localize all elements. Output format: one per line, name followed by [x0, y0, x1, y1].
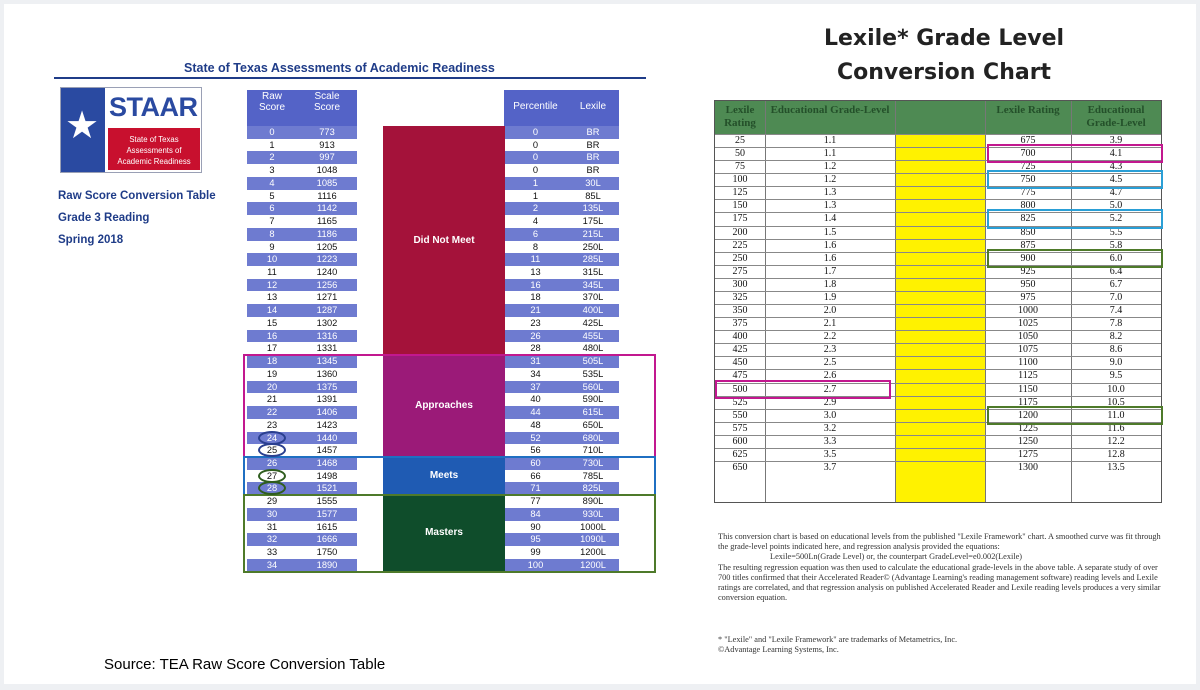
scale-score-cell: 1750	[297, 546, 357, 559]
lexile-rating-cell: 275	[732, 265, 748, 277]
col-header-raw: Raw Score	[258, 91, 286, 113]
grade-level-cell: 3.5	[823, 448, 837, 460]
table-row	[715, 435, 1161, 447]
logo-wordmark: STAAR	[109, 92, 198, 122]
scale-score-cell: 1375	[297, 381, 357, 394]
lexile-cell: 315L	[567, 266, 619, 279]
percentile-cell: 21	[504, 304, 567, 317]
slide	[4, 4, 1196, 684]
lexile-rating-cell: 825	[1020, 213, 1036, 225]
lexile-rating-cell: 625	[732, 448, 748, 460]
lexile-cell: 615L	[567, 406, 619, 419]
col-header-scale: Scale Score	[313, 91, 341, 113]
lexile-cell: 250L	[567, 241, 619, 254]
approaches-outline	[243, 354, 656, 458]
percentile-cell: 18	[504, 291, 567, 304]
scale-score-cell: 1302	[297, 317, 357, 330]
lexile-rating-cell: 1025	[1018, 318, 1038, 330]
percentile-cell: 1	[504, 177, 567, 190]
raw-score-cell: 1	[247, 139, 297, 152]
lexile-rating-cell: 50	[735, 148, 745, 160]
percentile-cell: 60	[504, 457, 567, 470]
grade-level-cell: 1.1	[823, 148, 837, 160]
lexile-rating-cell: 500	[732, 383, 748, 395]
percentile-cell: 0	[504, 126, 567, 139]
scale-score-cell: 1498	[297, 470, 357, 483]
grade-level-cell: 1.6	[823, 252, 837, 264]
grade-level-cell: 8.2	[1109, 331, 1123, 343]
grade-level-cell: 4.5	[1109, 174, 1123, 186]
lexile-cell: 400L	[567, 304, 619, 317]
raw-score-cell: 28	[247, 482, 297, 495]
percentile-cell: 8	[504, 241, 567, 254]
grade-level-cell: 1.3	[823, 200, 837, 212]
percentile-cell: 26	[504, 330, 567, 343]
lexile-cell: 535L	[567, 368, 619, 381]
percentile-cell: 0	[504, 139, 567, 152]
raw-score-cell: 15	[247, 317, 297, 330]
grade-level-cell: 4.7	[1109, 187, 1123, 199]
lexile-cell: 30L	[567, 177, 619, 190]
percentile-cell: 44	[504, 406, 567, 419]
scale-score-cell: 1360	[297, 368, 357, 381]
grade-level-cell: 3.0	[823, 409, 837, 421]
grade-level-cell: 3.2	[823, 422, 837, 434]
scale-score-cell: 1666	[297, 533, 357, 546]
percentile-cell: 40	[504, 393, 567, 406]
lexile-rating-cell: 700	[1020, 148, 1036, 160]
raw-score-cell: 3	[247, 164, 297, 177]
grade-level-cell: 1.6	[823, 239, 837, 251]
grade-level-cell: 6.0	[1109, 252, 1123, 264]
lexile-cell: 930L	[567, 508, 619, 521]
grade-level-cell: 2.9	[823, 396, 837, 408]
raw-score-cell: 23	[247, 419, 297, 432]
grade-level-cell: 1.2	[823, 174, 837, 186]
grade-level-cell: 1.7	[823, 265, 837, 277]
lexile-cell: 215L	[567, 228, 619, 241]
grade-level-cell: 10.0	[1107, 383, 1125, 395]
lexile-rating-cell: 900	[1020, 252, 1036, 264]
scale-score-cell: 1240	[297, 266, 357, 279]
raw-score-cell: 13	[247, 291, 297, 304]
raw-score-cell: 34	[247, 559, 297, 572]
raw-score-cell: 14	[247, 304, 297, 317]
raw-score-cell: 5	[247, 190, 297, 203]
grade-level-cell: 12.8	[1107, 448, 1125, 460]
lexile-700-outline	[987, 144, 1163, 163]
scale-score-cell: 1186	[297, 228, 357, 241]
lexile-rating-cell: 200	[732, 226, 748, 238]
term-label: Spring 2018	[58, 234, 124, 246]
percentile-cell: 0	[504, 151, 567, 164]
raw-score-cell: 12	[247, 279, 297, 292]
grade-level-cell: 2.6	[823, 370, 837, 382]
lexile-cell: 345L	[567, 279, 619, 292]
table-row	[715, 278, 1161, 290]
staar-conversion-document	[54, 54, 659, 646]
lexile-rating-cell: 675	[1020, 135, 1036, 146]
lexile-rating-cell: 725	[1020, 161, 1036, 173]
scale-score-cell: 1423	[297, 419, 357, 432]
percentile-cell: 52	[504, 432, 567, 445]
lexile-rating-cell: 750	[1020, 174, 1036, 186]
percentile-cell: 23	[504, 317, 567, 330]
raw-score-cell: 33	[247, 546, 297, 559]
lexile-rating-cell: 525	[732, 396, 748, 408]
percentile-cell: 95	[504, 533, 567, 546]
scale-score-cell: 1331	[297, 342, 357, 355]
raw-score-cell: 30	[247, 508, 297, 521]
grade-level-cell: 6.7	[1109, 278, 1123, 290]
lexile-cell: 680L	[567, 432, 619, 445]
scale-score-cell: 1391	[297, 393, 357, 406]
grade-level-cell: 12.2	[1107, 435, 1125, 447]
col-header-lexile: Lexile	[579, 101, 607, 112]
scale-score-cell: 1316	[297, 330, 357, 343]
scale-score-cell: 1577	[297, 508, 357, 521]
lexile-cell: 505L	[567, 355, 619, 368]
scale-score-cell: 1555	[297, 495, 357, 508]
lexile-cell: 785L	[567, 470, 619, 483]
raw-score-cell: 6	[247, 202, 297, 215]
grade-level-cell: 6.4	[1109, 265, 1123, 277]
grade-level-cell: 2.5	[823, 357, 837, 369]
lexile-rating-cell: 25	[735, 135, 745, 146]
scale-score-cell: 1890	[297, 559, 357, 572]
scale-score-cell: 1142	[297, 202, 357, 215]
raw-score-cell: 2	[247, 151, 297, 164]
lexile-rating-cell: 1150	[1018, 383, 1038, 395]
raw-score-cell: 18	[247, 355, 297, 368]
lexile-rating-cell: 1075	[1018, 344, 1038, 356]
grade-level-cell: 1.3	[823, 187, 837, 199]
percentile-cell: 99	[504, 546, 567, 559]
staar-logo	[60, 87, 202, 173]
lexile-cell: 730L	[567, 457, 619, 470]
lexile-rating-cell: 850	[1020, 226, 1036, 238]
grade-level-cell: 2.2	[823, 331, 837, 343]
grade-level-cell: 4.1	[1109, 148, 1123, 160]
raw-score-cell: 21	[247, 393, 297, 406]
lexile-rating-cell: 1200	[1018, 409, 1038, 421]
lexile-cell: 425L	[567, 317, 619, 330]
lexile-cell: 480L	[567, 342, 619, 355]
scale-score-cell: 773	[297, 126, 357, 139]
raw-score-cell: 16	[247, 330, 297, 343]
lexile-rating-cell: 925	[1020, 265, 1036, 277]
lexile-rating-cell: 550	[732, 409, 748, 421]
lexile-rating-cell: 1050	[1018, 331, 1038, 343]
grade-level-cell: 9.5	[1109, 370, 1123, 382]
scale-score-cell: 1271	[297, 291, 357, 304]
lexile-cell: 285L	[567, 253, 619, 266]
lexile-cell: BR	[567, 139, 619, 152]
lexile-rating-cell: 800	[1020, 200, 1036, 212]
lexile-rating-cell: 350	[732, 305, 748, 317]
percentile-cell: 84	[504, 508, 567, 521]
grade-label: Grade 3 Reading	[58, 212, 150, 224]
table-row	[715, 317, 1161, 329]
raw-score-cell: 19	[247, 368, 297, 381]
lexile-cell: 560L	[567, 381, 619, 394]
lexile-rating-cell: 325	[732, 291, 748, 303]
masters-outline	[243, 494, 656, 572]
grade-level-cell: 4.3	[1109, 161, 1123, 173]
grade-level-cell: 8.6	[1109, 344, 1123, 356]
raw-score-cell: 7	[247, 215, 297, 228]
grade-level-cell: 11.6	[1107, 422, 1125, 434]
percentile-cell: 4	[504, 215, 567, 228]
lexile-title: Lexile* Grade Level	[823, 26, 1065, 51]
lexile-900-outline	[987, 249, 1163, 268]
grade-level-cell: 1.8	[823, 278, 837, 290]
raw-score-cell: 20	[247, 381, 297, 394]
lexile-cell: 825L	[567, 482, 619, 495]
lexile-cell: 455L	[567, 330, 619, 343]
lexile-cell: 1090L	[567, 533, 619, 546]
lexile-rating-cell: 375	[732, 318, 748, 330]
grade-level-cell: 3.7	[823, 462, 837, 473]
lexile-cell: 1200L	[567, 559, 619, 572]
grade-level-cell: 1.2	[823, 161, 837, 173]
raw-score-cell: 9	[247, 241, 297, 254]
trademark-notes: * "Lexile" and "Lexile Framework" are trademarks of Metametrics, Inc. ©Advantage Learning Systems, Inc.	[718, 635, 958, 655]
star-icon: ★	[65, 103, 100, 147]
grade-level-cell: 3.9	[1109, 135, 1123, 146]
lexile-cell: 650L	[567, 419, 619, 432]
lexile-subtitle: Conversion Chart	[836, 60, 1052, 85]
raw-score-cell: 10	[247, 253, 297, 266]
col-header-rating-right: Lexile Rating	[985, 101, 1071, 134]
raw-score-cell: 27	[247, 470, 297, 483]
lexile-cell: 175L	[567, 215, 619, 228]
scale-score-cell: 1223	[297, 253, 357, 266]
scale-score-cell: 1116	[297, 190, 357, 203]
lexile-rating-cell: 125	[732, 187, 748, 199]
band-approaches: Approaches	[383, 355, 505, 457]
percentile-cell: 48	[504, 419, 567, 432]
lexile-cell: 1000L	[567, 521, 619, 534]
grade-level-cell: 7.8	[1109, 318, 1123, 330]
raw-score-cell: 29	[247, 495, 297, 508]
percentile-cell: 6	[504, 228, 567, 241]
lexile-cell: BR	[567, 164, 619, 177]
table-row	[715, 330, 1161, 342]
scale-score-cell: 1615	[297, 521, 357, 534]
table-row	[715, 304, 1161, 316]
percentile-cell: 71	[504, 482, 567, 495]
scale-score-cell: 1440	[297, 432, 357, 445]
scale-score-cell: 1165	[297, 215, 357, 228]
percentile-cell: 56	[504, 444, 567, 457]
scale-score-cell: 1521	[297, 482, 357, 495]
raw-score-cell: 4	[247, 177, 297, 190]
lexile-rating-cell: 1000	[1018, 305, 1038, 317]
percentile-cell: 37	[504, 381, 567, 394]
raw-score-cell: 0	[247, 126, 297, 139]
lexile-cell: 85L	[567, 190, 619, 203]
raw-score-cell: 24	[247, 432, 297, 445]
grade-level-cell: 7.4	[1109, 305, 1123, 317]
grade-level-cell: 2.3	[823, 344, 837, 356]
lexile-rating-cell: 600	[732, 435, 748, 447]
scale-score-cell: 1085	[297, 177, 357, 190]
band-meets: Meets	[383, 457, 505, 495]
lexile-rating-cell: 400	[732, 331, 748, 343]
lexile-rating-cell: 1275	[1018, 448, 1038, 460]
grade-level-cell: 1.5	[823, 226, 837, 238]
scale-score-cell: 1345	[297, 355, 357, 368]
lexile-cell: 370L	[567, 291, 619, 304]
lexile-rating-cell: 250	[732, 252, 748, 264]
scale-score-cell: 913	[297, 139, 357, 152]
raw-score-cell: 22	[247, 406, 297, 419]
grade-level-cell: 2.1	[823, 318, 837, 330]
lexile-825-outline	[987, 209, 1163, 228]
percentile-cell: 2	[504, 202, 567, 215]
col-header-grade-right: Educational Grade-Level	[1071, 101, 1161, 134]
percentile-cell: 66	[504, 470, 567, 483]
scale-score-cell: 1468	[297, 457, 357, 470]
raw-score-cell: 8	[247, 228, 297, 241]
grade-level-cell: 2.7	[823, 383, 837, 395]
raw-score-cell: 17	[247, 342, 297, 355]
percentile-cell: 1	[504, 190, 567, 203]
lexile-cell: 1200L	[567, 546, 619, 559]
col-header-percentile: Percentile	[513, 101, 558, 112]
title-rule	[54, 77, 646, 79]
col-header-grade-left: Educational Grade-Level	[765, 101, 895, 134]
percentile-cell: 100	[504, 559, 567, 572]
lexile-rating-cell: 175	[732, 213, 748, 225]
lexile-rating-cell: 950	[1020, 278, 1036, 290]
lexile-rating-cell: 650	[732, 462, 748, 473]
grade-level-cell: 3.3	[823, 435, 837, 447]
raw-score-cell: 32	[247, 533, 297, 546]
table-name: Raw Score Conversion Table	[58, 190, 216, 202]
grade-level-cell: 7.0	[1109, 291, 1123, 303]
percentile-cell: 13	[504, 266, 567, 279]
scale-score-cell: 1256	[297, 279, 357, 292]
grade-level-cell: 2.0	[823, 305, 837, 317]
grade-level-cell: 1.1	[823, 135, 837, 146]
percentile-cell: 31	[504, 355, 567, 368]
percentile-cell: 28	[504, 342, 567, 355]
lexile-rating-cell: 425	[732, 344, 748, 356]
lexile-rating-cell: 1225	[1018, 422, 1038, 434]
staar-title: State of Texas Assessments of Academic Readiness	[184, 61, 495, 75]
lexile-rating-cell: 75	[735, 161, 745, 173]
scale-score-cell: 1205	[297, 241, 357, 254]
lexile-rating-cell: 575	[732, 422, 748, 434]
band-masters: Masters	[383, 495, 505, 571]
raw-score-cell: 11	[247, 266, 297, 279]
lexile-rating-cell: 475	[732, 370, 748, 382]
grade-level-cell: 5.0	[1109, 200, 1123, 212]
lexile-rating-cell: 1125	[1018, 370, 1038, 382]
grade-level-cell: 10.5	[1107, 396, 1125, 408]
lexile-rating-cell: 1175	[1018, 396, 1038, 408]
lexile-rating-cell: 975	[1020, 291, 1036, 303]
grade-level-cell: 5.5	[1109, 226, 1123, 238]
meets-outline	[243, 456, 656, 496]
percentile-cell: 16	[504, 279, 567, 292]
col-header-rating-left: Lexile Rating	[715, 101, 765, 134]
lexile-rating-cell: 150	[732, 200, 748, 212]
lexile-500-outline	[715, 380, 891, 399]
lexile-table	[714, 100, 1162, 503]
logo-subtitle: State of Texas Assessments of Academic Readiness	[108, 128, 200, 170]
table-row	[715, 356, 1161, 368]
lexile-cell: 890L	[567, 495, 619, 508]
table-row	[715, 291, 1161, 303]
table-row	[715, 343, 1161, 355]
lexile-rating-cell: 450	[732, 357, 748, 369]
source-caption: Source: TEA Raw Score Conversion Table	[104, 656, 386, 673]
percentile-cell: 34	[504, 368, 567, 381]
percentile-cell: 90	[504, 521, 567, 534]
raw-score-cell: 26	[247, 457, 297, 470]
lexile-cell: 710L	[567, 444, 619, 457]
lexile-rating-cell: 875	[1020, 239, 1036, 251]
lexile-1200-outline	[987, 406, 1163, 425]
lexile-conversion-chart	[704, 14, 1184, 664]
scale-score-cell: 1457	[297, 444, 357, 457]
lexile-rating-cell: 775	[1020, 187, 1036, 199]
grade-level-cell: 9.0	[1109, 357, 1123, 369]
percentile-cell: 0	[504, 164, 567, 177]
grade-level-cell: 1.4	[823, 213, 837, 225]
scale-score-cell: 1048	[297, 164, 357, 177]
lexile-rating-cell: 225	[732, 239, 748, 251]
table-row	[715, 461, 1161, 473]
raw-score-cell: 25	[247, 444, 297, 457]
scale-score-cell: 1406	[297, 406, 357, 419]
table-row	[715, 448, 1161, 460]
lexile-cell: 590L	[567, 393, 619, 406]
lexile-cell: 135L	[567, 202, 619, 215]
scale-score-cell: 997	[297, 151, 357, 164]
lexile-750-outline	[987, 170, 1163, 189]
grade-level-cell: 1.9	[823, 291, 837, 303]
grade-level-cell: 11.0	[1107, 409, 1125, 421]
lexile-rating-cell: 100	[732, 174, 748, 186]
percentile-cell: 11	[504, 253, 567, 266]
lexile-rating-cell: 1100	[1018, 357, 1038, 369]
raw-score-cell: 31	[247, 521, 297, 534]
lexile-notes: This conversion chart is based on educational levels from the published "Lexile Framework" chart. A smoothed curve was fit through the grade-level points indicated here, and regression analysis provided the equations: Lexile=500Ln(Grade Level) or, the counterpart GradeLevel=e0.002(Lexile) The resulting regression equation was then used to calculate the educational grade-levels in the above table. A separate study of over 700 titles confirmed that their Accelerated Reader© (Advantage Learning's reading management software) reading levels and Lexile ratings are correlated, and that regression analysis on published Accelerated Reader and Lexile reading levels produces a very similar conversion equation.	[718, 532, 1161, 603]
grade-level-cell: 5.8	[1109, 239, 1123, 251]
percentile-cell: 77	[504, 495, 567, 508]
lexile-cell: BR	[567, 151, 619, 164]
lexile-cell: BR	[567, 126, 619, 139]
lexile-rating-cell: 1300	[1018, 462, 1038, 473]
grade-level-cell: 13.5	[1107, 462, 1125, 473]
grade-level-cell: 5.2	[1109, 213, 1123, 225]
lexile-rating-cell: 300	[732, 278, 748, 290]
scale-score-cell: 1287	[297, 304, 357, 317]
lexile-rating-cell: 1250	[1018, 435, 1038, 447]
band-did-not-meet: Did Not Meet	[383, 126, 505, 355]
